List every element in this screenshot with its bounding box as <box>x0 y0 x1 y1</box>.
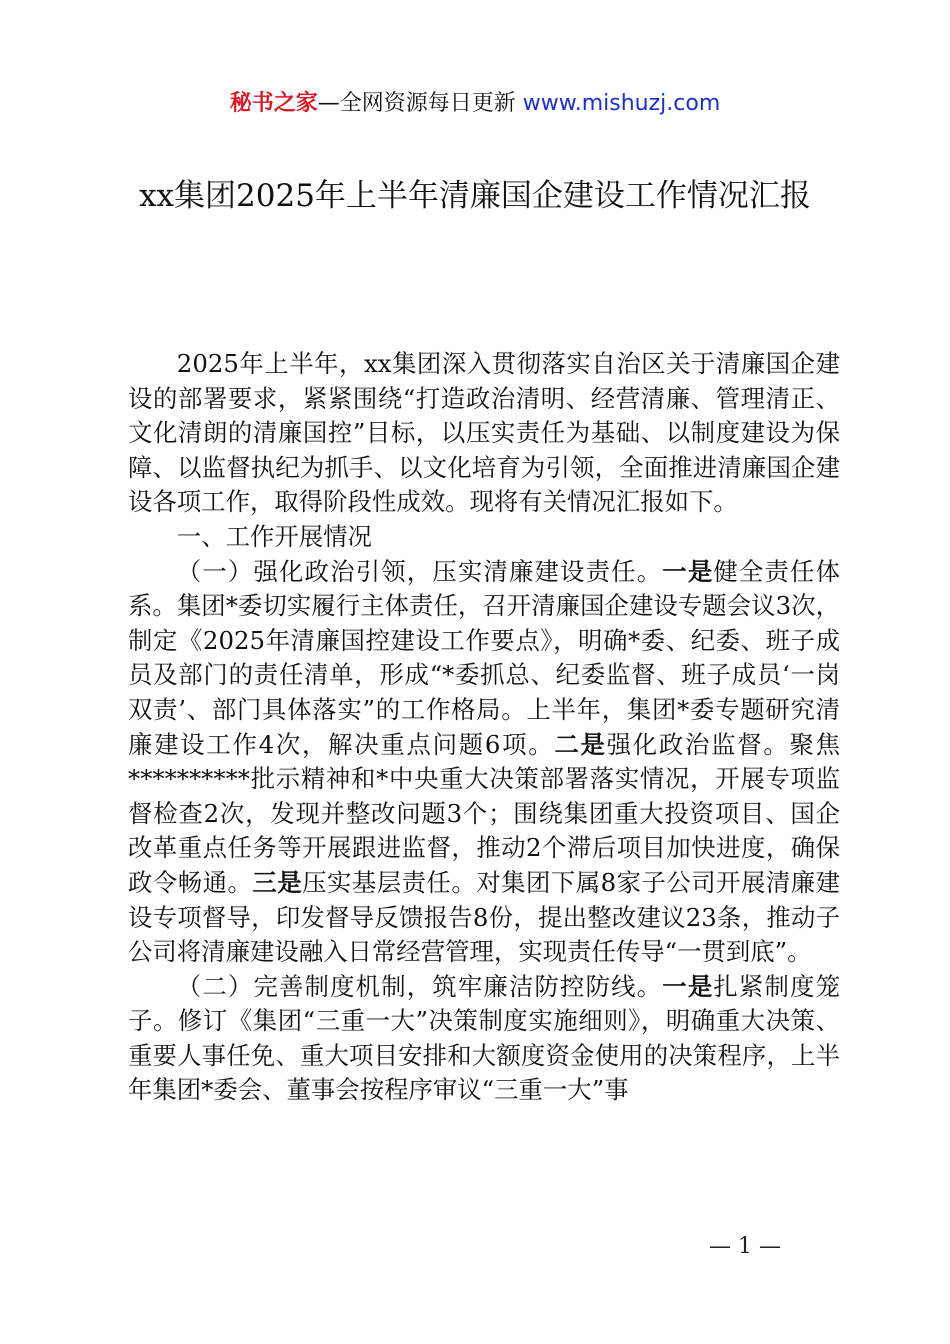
keyword: 二是 <box>554 729 607 759</box>
paragraph-text: 扎紧制度笼子。修订《集团“三重一大”决策制度实施细则》，明确重大决策、重要人事任免、重大项目安排和大额度资金使用的决策程序，上半年集团*委会、董事会按程序审议“三重一大”事 <box>128 971 840 1105</box>
brand-name: 秘书之家 <box>229 91 318 116</box>
subsection-2-paragraph <box>128 970 840 1108</box>
document-body <box>128 347 840 1108</box>
subsection-heading: （二）完善制度机制，筑牢廉洁防控防线。 <box>176 971 663 1001</box>
header-tagline: —全网资源每日更新 <box>317 91 516 116</box>
site-url-link[interactable]: www.mishuzj.com <box>522 91 721 116</box>
page-number: — 1 — <box>709 1234 781 1259</box>
paragraph-text: 健全责任体系。集团*委切实履行主体责任，召开清廉国企建设专题会议3次，制定《2025年清廉国控建设工作要点》，明确*委、纪委、班子成员及部门的责任清单，形成“*委抓总、纪委监督、班子成员‘一岗双责’、部门具体落实”的工作格局。上半年，集团*委专题研究清廉建设工作4次，解决重点问题6项。 <box>128 556 840 759</box>
section-heading: 一、工作开展情况 <box>176 521 372 551</box>
document-title: xx集团2025年上半年清廉国企建设工作情况汇报 <box>139 178 811 214</box>
paragraph-text: 压实基层责任。对集团下属8家子公司开展清廉建设专项督导，印发督导反馈报告8份，提出整改建议23条，推动子公司将清廉建设融入日常经营管理，实现责任传导“一贯到底”。 <box>128 867 840 967</box>
keyword: 一是 <box>662 556 714 586</box>
subsection-heading: （一）强化政治引领，压实清廉建设责任。 <box>176 556 663 586</box>
keyword: 三是 <box>252 867 303 897</box>
subsection-1-paragraph <box>128 555 840 970</box>
site-header <box>0 88 950 120</box>
intro-paragraph: 2025年上半年，xx集团深入贯彻落实自治区关于清廉国企建设的部署要求，紧紧围绕“打造政治清明、经营清廉、管理清正、文化清朗的清廉国控”目标，以压实责任为基础、以制度建设为保障、以监督执纪为抓手、以文化培育为引领，全面推进清廉国企建设各项工作，取得阶段性成效。现将有关情况汇报如下。 <box>128 349 840 517</box>
paragraph-text: 强化政治监督。聚焦**********批示精神和*中央重大决策部署落实情况，开展专项监督检查2次，发现并整改问题3个；围绕集团重大投资项目、国企改革重点任务等开展跟进监督，推动2个滞后项目加快进度，确保政令畅通。 <box>128 729 840 897</box>
keyword: 一是 <box>662 971 714 1001</box>
